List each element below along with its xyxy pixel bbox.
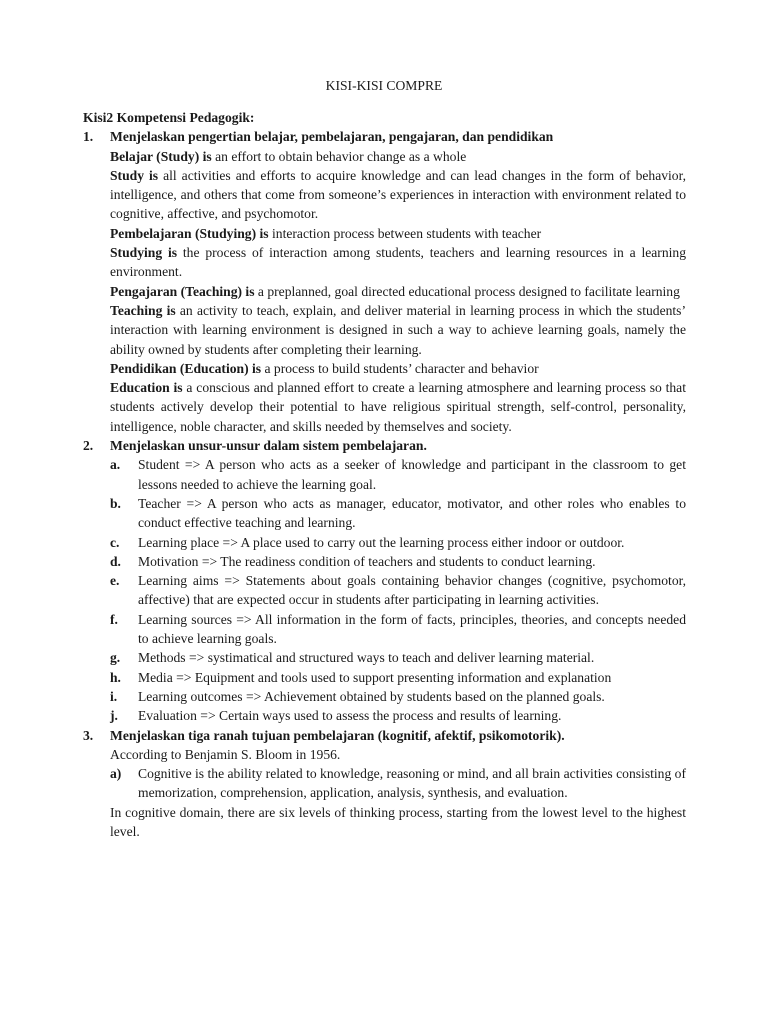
list-item: h. Media => Equipment and tools used to support presenting information and explanation	[110, 669, 612, 685]
list-item: f. Learning sources => All information in the form of facts, principles, theories, and concepts needed to achieve learning goals.	[110, 611, 686, 647]
list-item: c. Learning place => A place used to carry out the learning process either indoor or outdoor.	[110, 534, 625, 550]
list-item: i. Learning outcomes => Achievement obtained by students based on the planned goals.	[110, 688, 605, 704]
definition-paragraph: Pengajaran (Teaching) is a preplanned, goal directed educational process designed to facilitate learning	[110, 283, 680, 299]
list-item: a. Student => A person who acts as a seeker of knowledge and participant in the classroom to get lessons needed to achieve the learning goal.	[110, 457, 686, 492]
intro-paragraph: According to Benjamin S. Bloom in 1956.	[110, 746, 341, 762]
section-1-title: 1. Menjelaskan pengertian belajar, pembelajaran, pengajaran, dan pendidikan	[83, 129, 554, 145]
page-title: KISI-KISI COMPRE	[325, 78, 443, 93]
list-item: g. Methods => systimatical and structured ways to teach and deliver learning material.	[110, 650, 595, 666]
section-2-title: 2. Menjelaskan unsur-unsur dalam sistem pembelajaran.	[83, 438, 427, 454]
document-body	[83, 108, 686, 841]
section-3-title: 3. Menjelaskan tiga ranah tujuan pembelajaran (kognitif, afektif, psikomotorik).	[83, 727, 565, 743]
definition-paragraph: Pembelajaran (Studying) is interaction process between students with teacher	[110, 225, 542, 241]
list-item: j. Evaluation => Certain ways used to assess the process and results of learning.	[110, 708, 562, 724]
list-item: b. Teacher => A person who acts as manager, educator, motivator, and other roles who enables to conduct effective teaching and learning.	[110, 495, 686, 531]
list-item: a) Cognitive is the ability related to knowledge, reasoning or mind, and all brain activities consisting of memorization, comprehension, application, analysis, synthesis, and evaluation.	[110, 766, 686, 801]
closing-paragraph: In cognitive domain, there are six levels of thinking process, starting from the lowest level to the highest level.	[110, 804, 686, 839]
definition-paragraph: Pendidikan (Education) is a process to build students’ character and behavior	[110, 360, 539, 376]
definition-paragraph: Studying is the process of interaction among students, teachers and learning resources in a learning environment.	[110, 245, 687, 280]
definition-paragraph: Study is all activities and efforts to acquire knowledge and can lead changes in the form of behavior, intelligence, and others that come from someone’s experiences in interaction with environment related to cognitive, affective, and psychomotor.	[110, 167, 686, 222]
list-item: d. Motivation => The readiness condition of teachers and students to conduct learning.	[110, 553, 596, 569]
section-heading: Kisi2 Kompetensi Pedagogik:	[83, 110, 255, 125]
definition-paragraph: Teaching is an activity to teach, explain, and deliver material in learning process in which the students’ interaction with learning environment is designed in such a way to achieve learning goals, namely the ability owned by students after completing their learning.	[110, 302, 686, 357]
definition-paragraph: Education is a conscious and planned effort to create a learning atmosphere and learning process so that students actively develop their potential to have religious spiritual strength, self-control, personality, intelligence, noble character, and skills needed by themselves and society.	[110, 380, 686, 434]
definition-paragraph: Belajar (Study) is an effort to obtain behavior change as a whole	[110, 148, 467, 164]
list-item: e. Learning aims => Statements about goals containing behavior changes (cognitive, psychomotor, affective) that are expected occur in students after participating in learning activities.	[110, 573, 686, 608]
